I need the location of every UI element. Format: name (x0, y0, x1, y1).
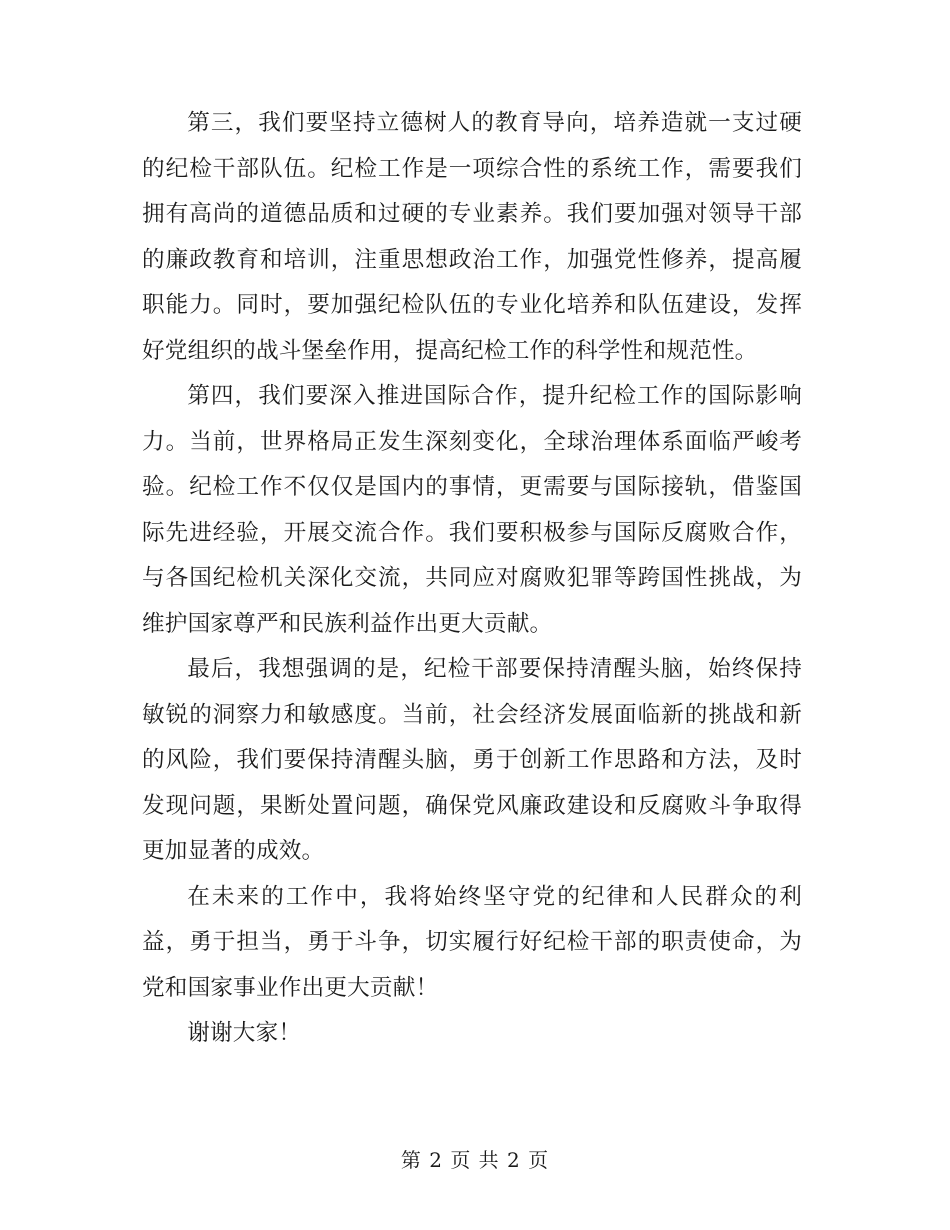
paragraph-third-point: 第三，我们要坚持立德树人的教育导向，培养造就一支过硬的纪检干部队伍。纪检工作是一项综合性的系统工作，需要我们拥有高尚的道德品质和过硬的专业素养。我们要加强对领导干部的廉政教育和培训，注重思想政治工作，加强党性修养，提高履职能力。同时，要加强纪检队伍的专业化培养和队伍建设，发挥好党组织的战斗堡垒作用，提高纪检工作的科学性和规范性。 (142, 110, 802, 364)
page-footer: 第 2 页 共 2 页 (400, 1148, 550, 1172)
paragraph-thanks: 谢谢大家！ (187, 1020, 302, 1046)
paragraph-fourth-point: 第四，我们要深入推进国际合作，提升纪检工作的国际影响力。当前，世界格局正发生深刻变化，全球治理体系面临严峻考验。纪检工作不仅仅是国内的事情，更需要与国际接轨，借鉴国际先进经验，开展交流合作。我们要积极参与国际反腐败合作，与各国纪检机关深化交流，共同应对腐败犯罪等跨国性挑战，为维护国家尊严和民族利益作出更大贡献。 (142, 383, 802, 637)
paragraph-final-point: 最后，我想强调的是，纪检干部要保持清醒头脑，始终保持敏锐的洞察力和敏感度。当前，社会经济发展面临新的挑战和新的风险，我们要保持清醒头脑，勇于创新工作思路和方法，及时发现问题，果断处置问题，确保党风廉政建设和反腐败斗争取得更加显著的成效。 (142, 656, 802, 864)
paragraph-commitment: 在未来的工作中，我将始终坚守党的纪律和人民群众的利益，勇于担当，勇于斗争，切实履行好纪检干部的职责使命，为党和国家事业作出更大贡献！ (142, 883, 802, 1001)
document-body (142, 101, 802, 1057)
